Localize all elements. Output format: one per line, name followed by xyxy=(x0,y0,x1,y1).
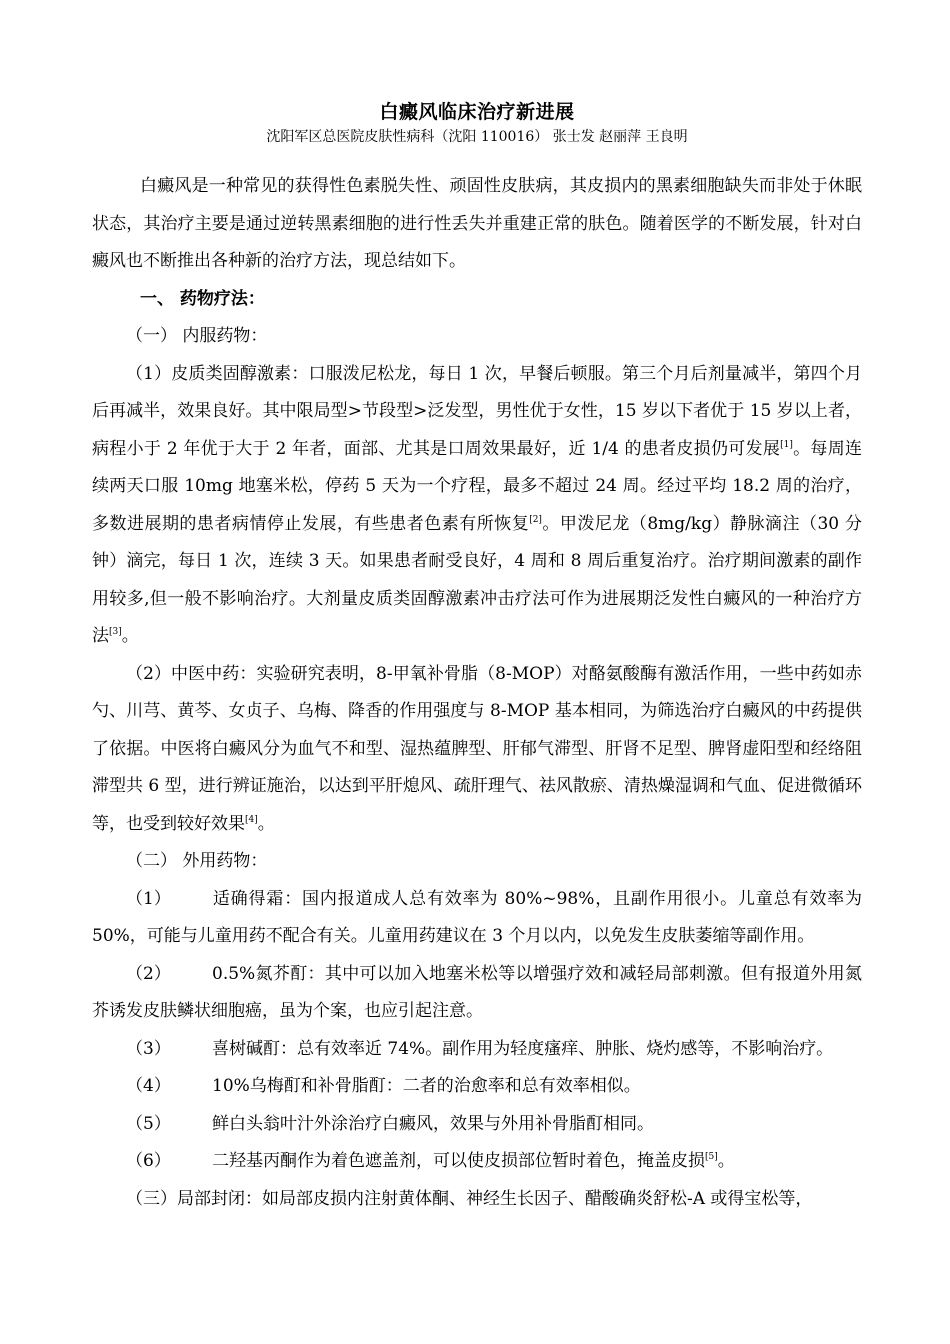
text-run: （1）皮质类固醇激素：口服泼尼松龙，每日 1 次，早餐后顿服。第三个月后剂量减半，第四个月后再减半，效果良好。其中限局型>节段型>泛发型，男性优于女性，15 岁以下者优于 15 岁以上者，病程小于 2 年优于大于 2 年者，面部、尤其是口周效果最好，近 1/4 的患者皮损仍可发展 xyxy=(92,363,862,459)
item-number: （3） xyxy=(126,1038,171,1059)
subsection-oral-drugs: （一） 内服药物： xyxy=(126,326,268,346)
list-item xyxy=(92,1068,862,1106)
citation-ref: [5] xyxy=(705,1152,718,1162)
item-number: （2） xyxy=(126,963,171,984)
paragraph-corticosteroids xyxy=(92,356,862,656)
text-run: （2）中医中药：实验研究表明，8-甲氧补骨脂（8-MOP）对酪氨酸酶有激活作用，一些中药如赤勺、川芎、黄芩、女贞子、乌梅、降香的作用强度与 8-MOP 基本相同，为筛选治疗白癜风的中药提供了依据。中医将白癜风分为血气不和型、湿热蕴脾型、肝郁气滞型、肝肾不足型、脾肾虚阳型和经络阻滞型共 6 型，进行辨证施治，以达到平肝熄风、疏肝理气、祛风散瘀、清热燥湿调和气血、促进微循环等，也受到较好效果 xyxy=(92,663,862,834)
section-heading-drug-therapy: 一、 药物疗法： xyxy=(140,288,265,309)
text-run: 。 xyxy=(717,1151,735,1171)
paragraph-tcm xyxy=(92,656,862,844)
subsection-topical-drugs: （二） 外用药物： xyxy=(126,851,268,871)
item-number: （6） xyxy=(126,1151,171,1171)
document-page xyxy=(92,98,862,1218)
list-item xyxy=(92,1143,862,1181)
item-number: （1） xyxy=(126,888,171,909)
item-text: 鲜白头翁叶汁外涂治疗白癜风，效果与外用补骨脂酊相同。 xyxy=(212,1113,654,1134)
intro-paragraph: 白癜风是一种常见的获得性色素脱失性、顽固性皮肤病，其皮损内的黑素细胞缺失而非处于休眠状态，其治疗主要是通过逆转黑素细胞的进行性丢失并重建正常的肤色。随着医学的不断发展，针对白癜风也不断推出各种新的治疗方法，现总结如下。 xyxy=(92,176,862,271)
citation-ref: [3] xyxy=(109,627,122,637)
citation-ref: [1] xyxy=(780,439,793,450)
author-byline: 沈阳军区总医院皮肤性病科（沈阳 110016） 张士发 赵丽萍 王良明 xyxy=(266,129,688,145)
list-item xyxy=(92,1031,862,1069)
item-text: 10%乌梅酊和补骨脂酊：二者的治愈率和总有效率相似。 xyxy=(212,1076,641,1096)
list-item xyxy=(92,956,862,1031)
text-run: 。甲泼尼龙（8mg/kg）静脉滴注（30 分钟）滴完，每日 1 次，连续 3 天。如果患者耐受良好，4 周和 8 周后重复治疗。治疗期间激素的副作用较多,但一般不影响治疗。大剂量皮质类固醇激素冲击疗法可作为进展期泛发性白癜风的一种治疗方法 xyxy=(92,513,863,646)
item-number: （5） xyxy=(126,1113,171,1134)
text-run: 。每周连续两天口服 10mg 地塞米松，停药 5 天为一个疗程，最多不超过 24 周。经过平均 18.2 周的治疗，多数进展期的患者病情停止发展，有些患者色素有所恢复 xyxy=(92,438,862,534)
item-text: 二羟基丙酮作为着色遮盖剂，可以使皮损部位暂时着色，掩盖皮损 xyxy=(212,1151,705,1171)
item-text: 喜树碱酊：总有效率近 74%。副作用为轻度瘙痒、肿胀、烧灼感等，不影响治疗。 xyxy=(212,1038,834,1059)
document-title: 白癜风临床治疗新进展 xyxy=(379,101,575,123)
list-item xyxy=(92,881,862,956)
text-run: 。 xyxy=(121,626,139,646)
citation-ref: [2] xyxy=(529,514,542,525)
item-text: 适确得霜：国内报道成人总有效率为 80%~98%，且副作用很小。儿童总有效率为 50%，可能与儿童用药不配合有关。儿童用药建议在 3 个月以内，以免发生皮肤萎缩等副作用。 xyxy=(92,888,862,946)
list-item xyxy=(92,1106,862,1144)
item-number: （4） xyxy=(126,1076,171,1096)
item-text: 0.5%氮芥酊：其中可以加入地塞米松等以增强疗效和减轻局部刺激。但有报道外用氮芥诱发皮肤鳞状细胞癌，虽为个案，也应引起注意。 xyxy=(92,963,862,1021)
subsection-local-injection: （三）局部封闭：如局部皮损内注射黄体酮、神经生长因子、醋酸确炎舒松-A 或得宝松等， xyxy=(126,1188,813,1209)
text-run: 。 xyxy=(257,813,275,834)
citation-ref: [4] xyxy=(245,814,258,825)
